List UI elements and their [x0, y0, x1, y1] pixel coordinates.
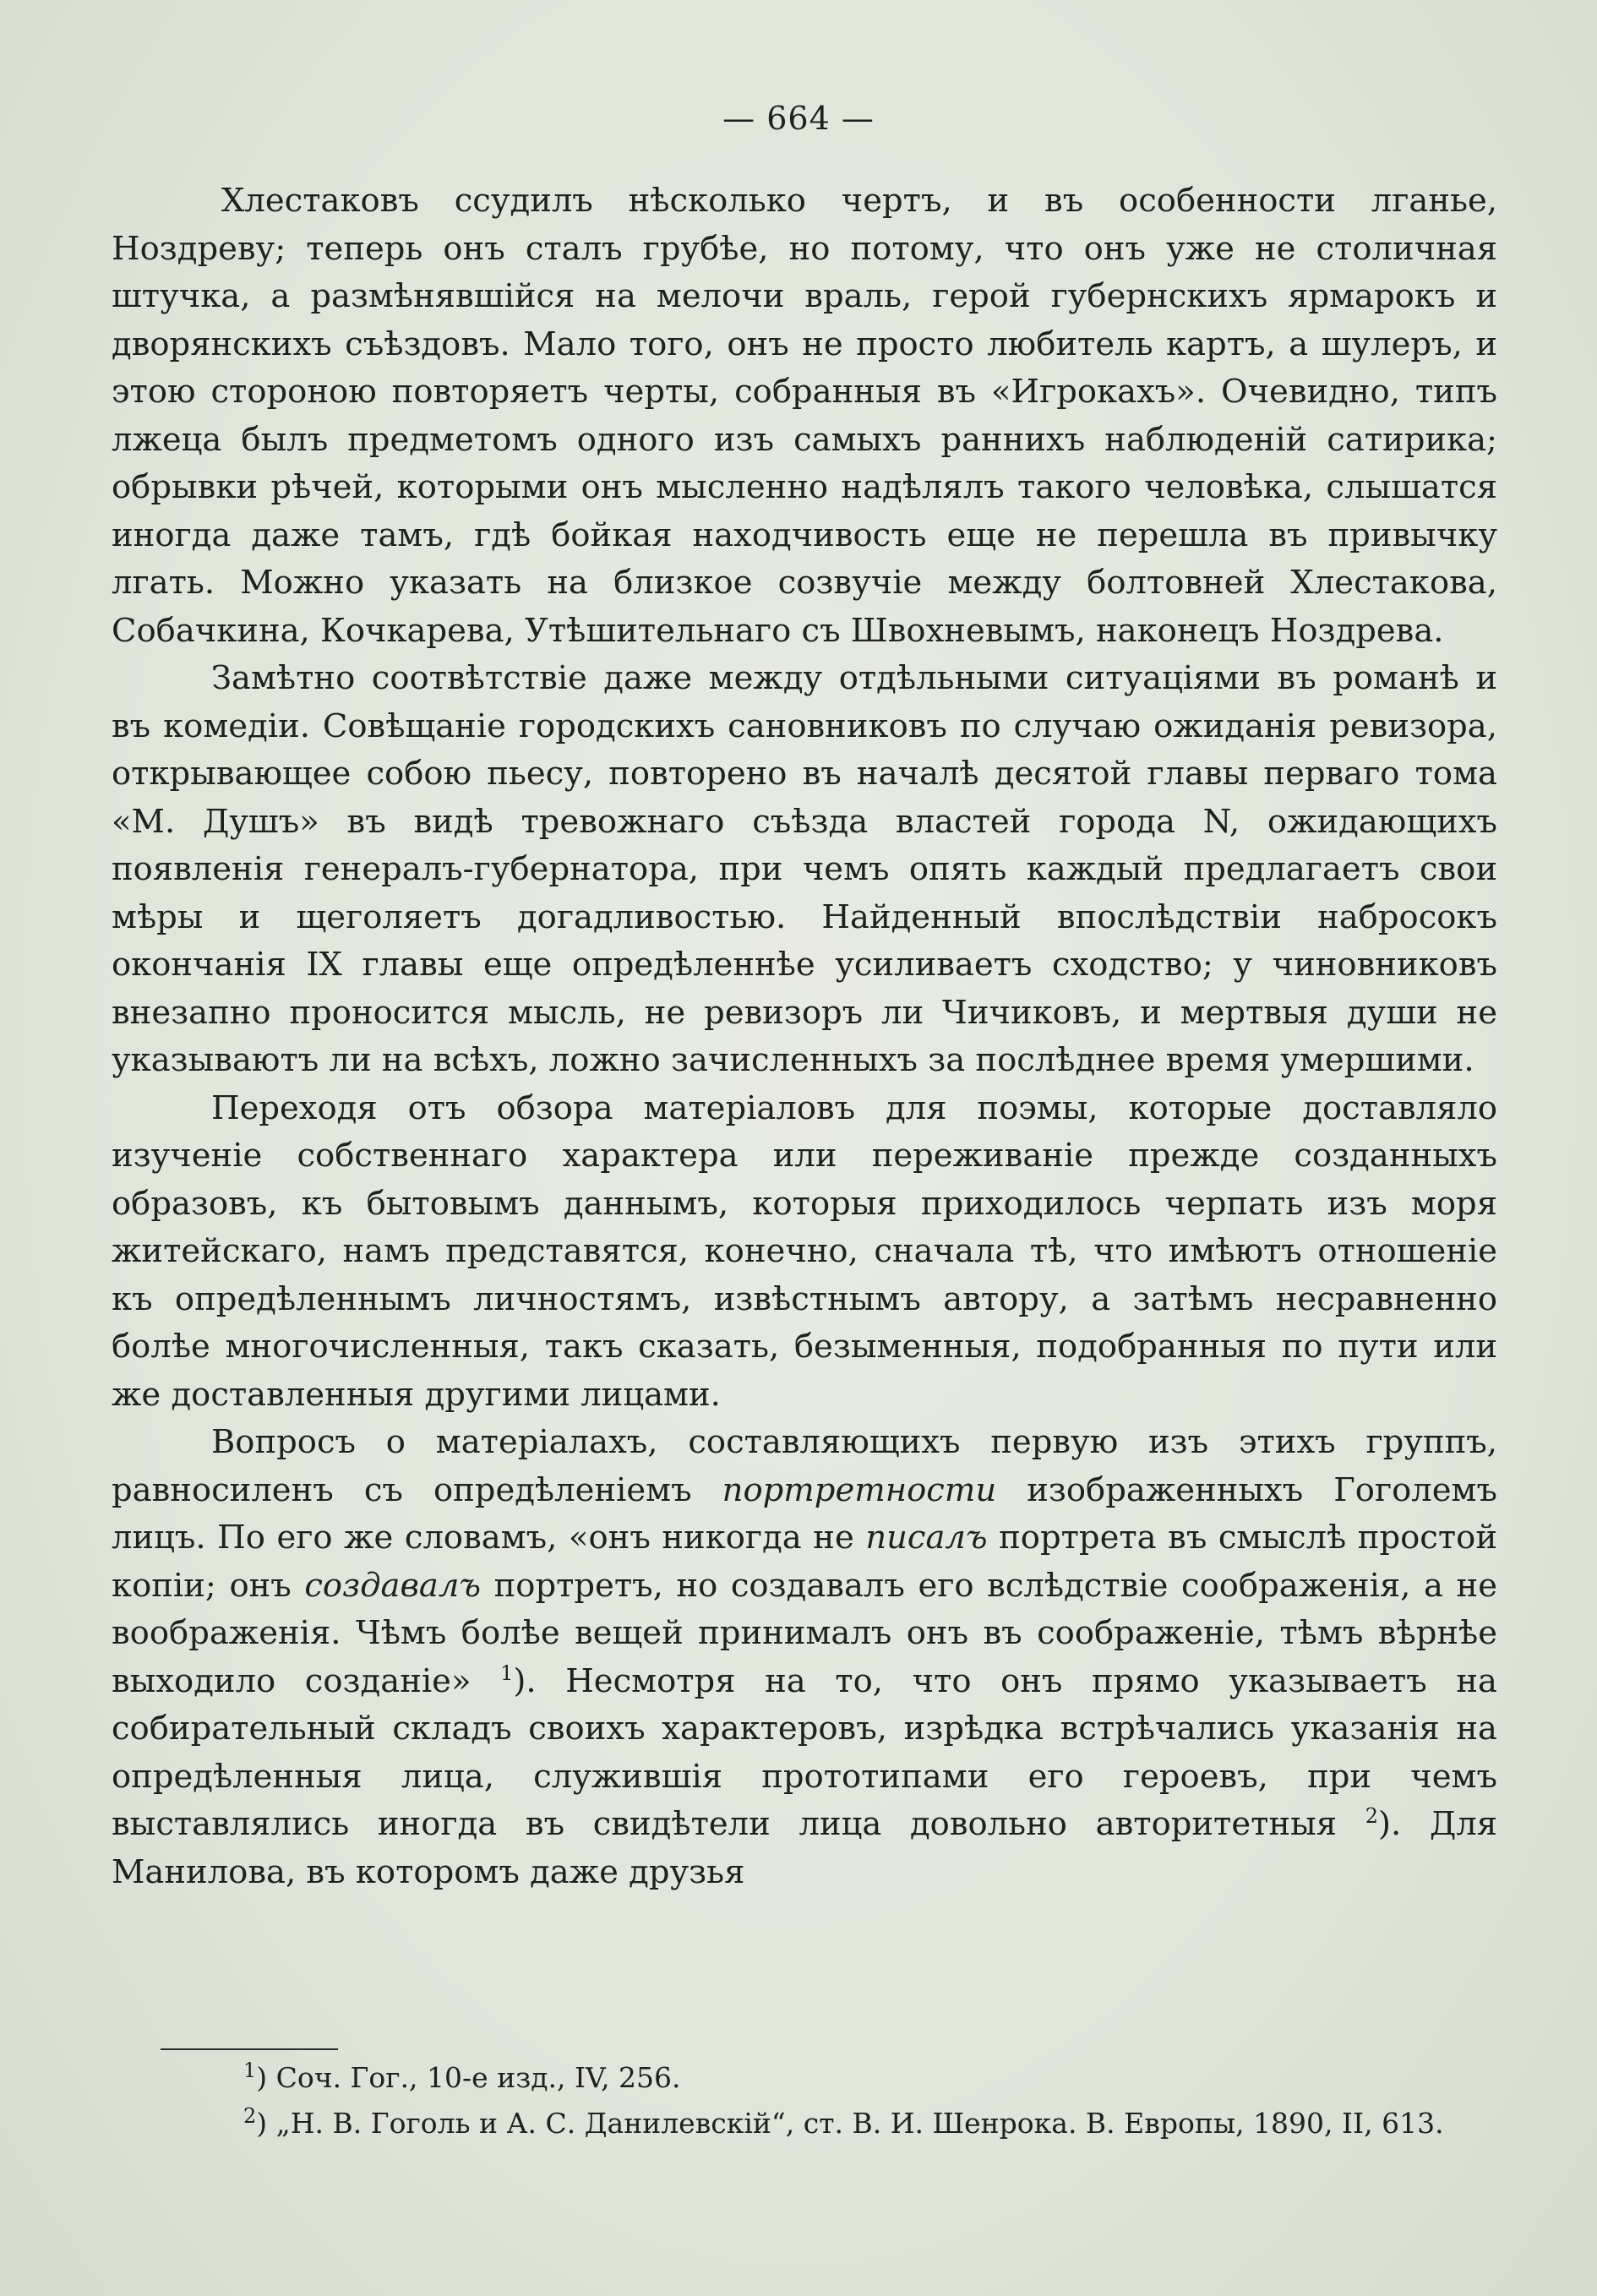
main-text — [112, 177, 1497, 1896]
footnote-ref-2[interactable]: 2 — [1365, 1804, 1379, 1829]
paragraph-3: Переходя отъ обзора матеріаловъ для поэмы, которые доставляло изученіе собственнаго характера или переживаніе прежде созданныхъ образовъ, къ бытовымъ даннымъ, которыя приходилось черпать изъ моря житейскаго, намъ представятся, конечно, сначала тѣ, что имѣютъ отношеніе къ опредѣленнымъ личностямъ, извѣстнымъ автору, а затѣмъ несравненно болѣе многочисленныя, такъ сказать, безыменныя, подобранныя по пути или же доставленныя другими лицами. — [112, 1088, 1497, 1414]
text-run: портрета въ смыслѣ простой копіи; онъ — [112, 1519, 1497, 1605]
paragraph-1: Хлестаковъ ссудилъ нѣсколько чертъ, и въ особенности лганье, Ноздреву; теперь онъ сталъ грубѣе, но потому, что онъ уже не столичная штучка, а размѣнявшійся на мелочи враль, герой губернскихъ ярмарокъ и дворянскихъ съѣздовъ. Мало того, онъ не просто любитель картъ, а шулеръ, и этою стороною повторяетъ черты, собранныя въ «Игрокахъ». Очевидно, типъ лжеца былъ предметомъ одного изъ самыхъ раннихъ наблюденій сатирика; обрывки рѣчей, которыми онъ мысленно надѣлялъ такого человѣка, слышатся иногда даже тамъ, гдѣ бойкая находчивость еще не перешла въ привычку лгать. Можно указать на близкое созвучіе между болтовней Хлестакова, Собачкина, Кочкарева, Утѣшительнаго съ Швохневымъ, наконецъ Ноздрева. — [112, 182, 1497, 650]
paragraph-2: Замѣтно соотвѣтствіе даже между отдѣльными ситуаціями въ романѣ и въ комедіи. Совѣщаніе городскихъ сановниковъ по случаю ожиданія ревизора, открывающее собою пьесу, повторено въ началѣ десятой главы перваго тома «М. Душъ» въ видѣ тревожнаго съѣзда властей города N, ожидающихъ появленія генералъ-губернатора, при чемъ опять каждый предлагаетъ свои мѣры и щеголяетъ догадливостью. Найденный впослѣдствіи набросокъ окончанія IX главы еще опредѣленнѣе усиливаетъ сходство; у чиновниковъ внезапно проносится мысль, не ревизоръ ли Чичиковъ, и мертвыя души не указываютъ ли на всѣхъ, ложно зачисленныхъ за послѣднее время умершими. — [112, 659, 1497, 1079]
footnote-mark: 2 — [243, 2104, 257, 2128]
text-run: ). Для Манилова, въ которомъ даже друзья — [112, 1805, 1498, 1891]
page-number: — 664 — — [722, 100, 875, 137]
footnote-2 — [91, 2101, 1497, 2146]
footnote-text: ) Соч. Гог., 10-е изд., IV, 256. — [256, 2061, 681, 2094]
italic-term: писалъ — [865, 1519, 988, 1557]
text-run: ). Несмотря на то, что онъ прямо указываетъ на собирательный складъ своихъ характеровъ, изрѣдка встрѣчались указанія на опредѣленныя лица, служившія прототипами его героевъ, при чемъ выставлялись иногда въ свидѣтели лица довольно авторитетныя — [112, 1661, 1497, 1843]
footnote-mark: 1 — [243, 2059, 257, 2082]
paragraph-4 — [112, 1419, 1497, 1896]
footnotes — [91, 2055, 1497, 2146]
text-run: портретъ, но создавалъ его вслѣдствіе соображенія, а не воображенія. Чѣмъ болѣе вещей принималъ онъ въ соображеніе, тѣмъ вѣрнѣе выходило созданіе» — [112, 1566, 1497, 1700]
footnote-text: ) „Н. В. Гоголь и А. С. Данилевскій“, ст. В. И. Шенрока. В. Европы, 1890, II, 613. — [256, 2107, 1444, 2140]
footnote-divider — [161, 2048, 338, 2050]
italic-term: создавалъ — [304, 1566, 482, 1605]
italic-term: портретности — [722, 1470, 997, 1509]
text-run: изображенныхъ Гоголемъ лицъ. По его же словамъ, «онъ никогда не — [112, 1470, 1497, 1557]
text-run: Вопросъ о матеріалахъ, составляющихъ первую изъ этихъ группъ, равносиленъ съ опредѣленіемъ — [112, 1423, 1497, 1509]
footnote-ref-1[interactable]: 1 — [500, 1661, 514, 1685]
footnote-1 — [91, 2055, 1497, 2101]
